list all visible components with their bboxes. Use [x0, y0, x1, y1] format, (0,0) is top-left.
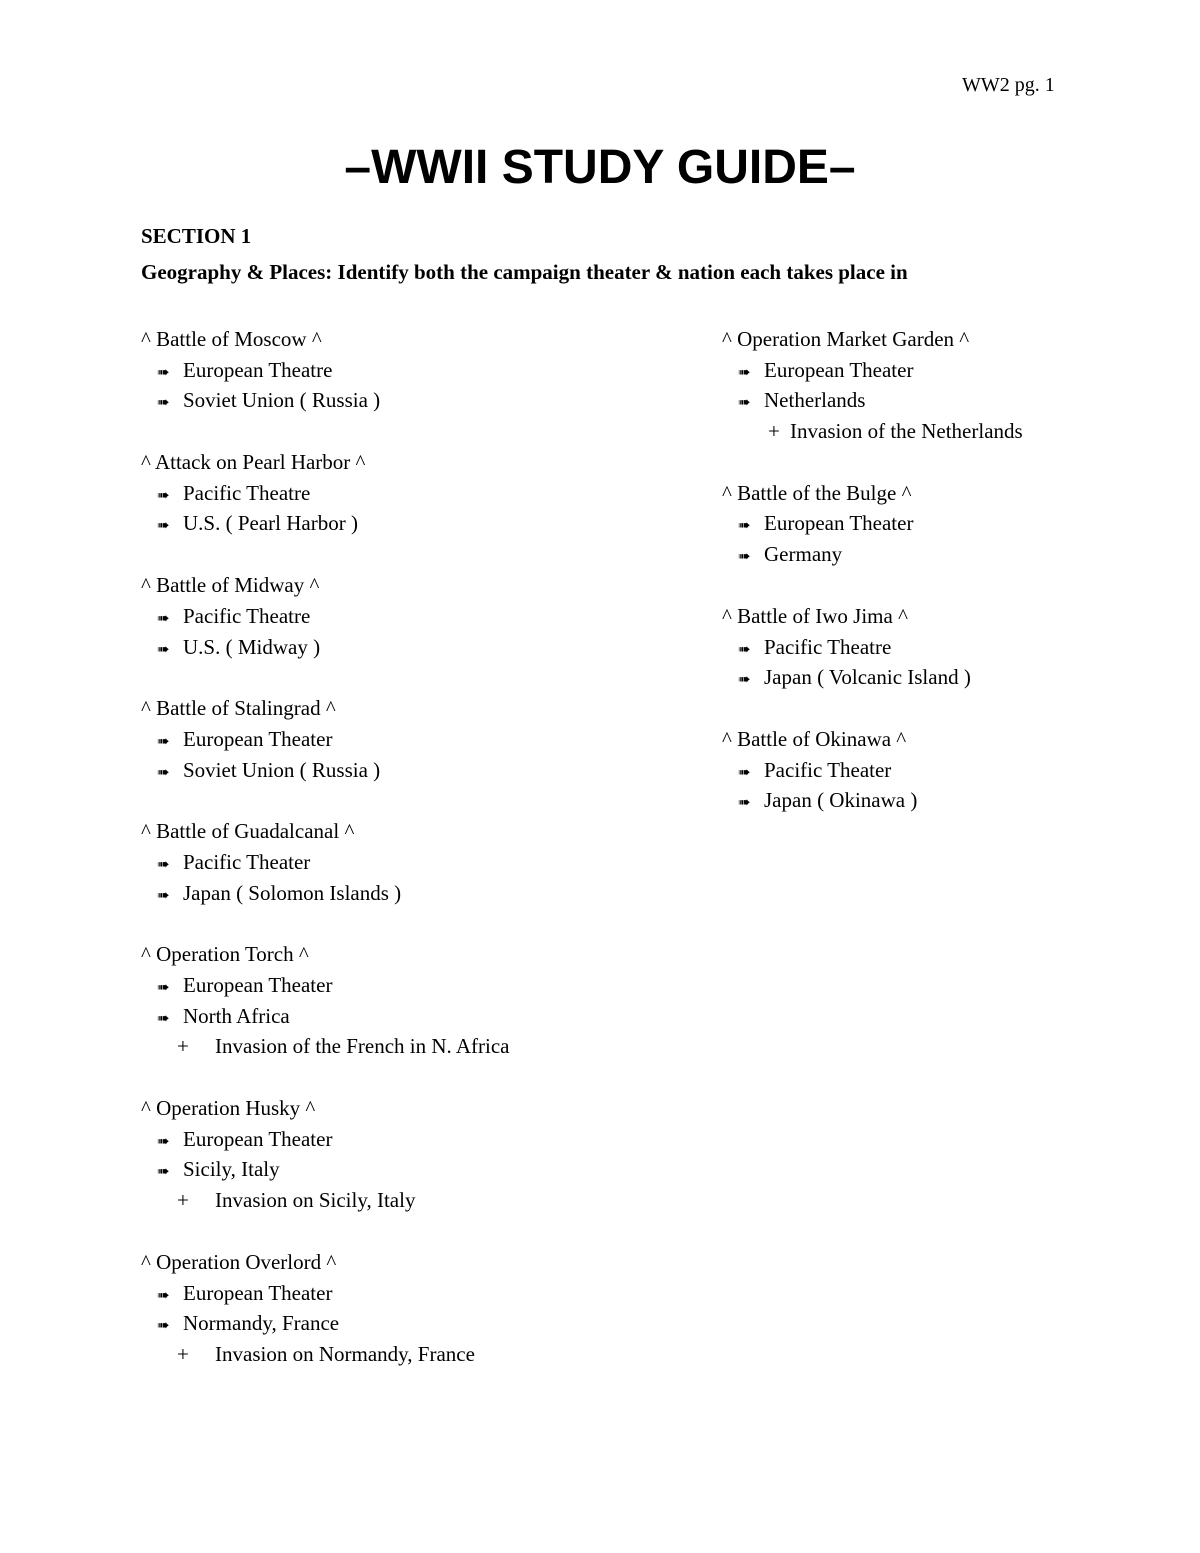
battle-name: ^ Battle of Moscow ^: [141, 327, 322, 351]
arrow-bullet-icon: ➠: [157, 487, 168, 504]
left-column: [141, 324, 510, 1401]
nation-text: Germany: [764, 542, 843, 567]
nation-line: [141, 1154, 510, 1185]
theater-text: European Theater: [183, 1280, 333, 1305]
plus-bullet-icon: +: [177, 1341, 189, 1366]
nation-text: North Africa: [183, 1003, 290, 1028]
theater-line: [141, 1124, 510, 1155]
battle-name: ^ Attack on Pearl Harbor ^: [141, 450, 366, 475]
theater-line: [722, 355, 1023, 386]
nation-text: Japan ( Solomon Islands ): [183, 880, 402, 905]
plus-bullet-icon: +: [177, 1188, 189, 1213]
arrow-bullet-icon: ➠: [157, 764, 168, 781]
theater-text: Pacific Theater: [183, 849, 311, 874]
plus-bullet-icon: +: [768, 419, 780, 444]
nation-text: Soviet Union ( Russia ): [183, 757, 381, 782]
arrow-bullet-icon: ➠: [738, 641, 749, 658]
note-text: Invasion of the Netherlands: [790, 419, 1023, 444]
arrow-bullet-icon: ➠: [157, 856, 168, 873]
nation-text: Japan ( Okinawa ): [764, 788, 918, 813]
arrow-bullet-icon: ➠: [157, 518, 168, 535]
battle-name: ^ Battle of Guadalcanal ^: [141, 819, 355, 844]
arrow-bullet-icon: ➠: [157, 1133, 168, 1150]
nation-line: [722, 662, 1023, 693]
theater-line: [141, 724, 510, 755]
battle-name: ^ Operation Torch ^: [141, 942, 309, 967]
theater-text: Pacific Theatre: [183, 603, 311, 628]
arrow-bullet-icon: ➠: [157, 1287, 168, 1304]
battle-entry: [141, 693, 510, 785]
nation-text: Normandy, France: [183, 1311, 340, 1336]
arrow-bullet-icon: ➠: [738, 395, 749, 412]
arrow-bullet-icon: ➠: [157, 610, 168, 627]
arrow-bullet-icon: ➠: [157, 1164, 168, 1181]
battle-entry: [722, 724, 1023, 816]
theater-line: [722, 755, 1023, 786]
battle-entry: [141, 1247, 510, 1370]
note-text: Invasion on Normandy, France: [215, 1341, 475, 1366]
nation-line: [141, 878, 510, 909]
battle-entry: [722, 478, 1023, 570]
battle-name: ^ Battle of Midway ^: [141, 573, 320, 598]
nation-text: Sicily, Italy: [183, 1157, 280, 1182]
theater-text: European Theatre: [183, 357, 333, 382]
arrow-bullet-icon: ➠: [157, 1010, 168, 1027]
theater-line: [141, 601, 510, 632]
nation-text: Japan ( Volcanic Island ): [764, 665, 971, 690]
nation-line: [141, 385, 510, 416]
nation-text: Netherlands: [764, 388, 866, 413]
battle-name: ^ Operation Overlord ^: [141, 1249, 337, 1274]
arrow-bullet-icon: ➠: [157, 733, 168, 750]
battle-name: ^ Battle of the Bulge ^: [722, 480, 912, 505]
nation-line: [722, 539, 1023, 570]
plus-bullet-icon: +: [177, 1034, 189, 1059]
nation-line: [141, 1001, 510, 1032]
battle-name: ^ Operation Market Garden ^: [722, 327, 970, 351]
note-line: [722, 416, 1023, 447]
battle-entry: [722, 324, 1023, 447]
theater-text: European Theater: [764, 357, 914, 382]
arrow-bullet-icon: ➠: [157, 364, 168, 381]
theater-text: Pacific Theatre: [764, 634, 892, 659]
battle-entry: [141, 447, 510, 539]
theater-line: [722, 632, 1023, 663]
nation-text: Soviet Union ( Russia ): [183, 388, 381, 413]
page-title: –WWII STUDY GUIDE–: [344, 141, 856, 194]
section-instructions: Geography & Places: Identify both the campaign theater & nation each takes place in: [141, 260, 908, 284]
theater-text: European Theater: [764, 511, 914, 536]
battle-entry: [141, 570, 510, 662]
theater-line: [141, 478, 510, 509]
arrow-bullet-icon: ➠: [157, 395, 168, 412]
theater-text: European Theater: [183, 1126, 333, 1151]
theater-text: European Theater: [183, 973, 333, 997]
arrow-bullet-icon: ➠: [738, 672, 749, 689]
note-line: [141, 1185, 510, 1216]
note-text: Invasion on Sicily, Italy: [215, 1188, 416, 1213]
nation-text: U.S. ( Midway ): [183, 634, 321, 659]
battle-name: ^ Battle of Iwo Jima ^: [722, 603, 908, 628]
theater-text: Pacific Theater: [764, 757, 892, 782]
section-heading: SECTION 1: [141, 224, 252, 248]
battle-entry: [141, 816, 510, 908]
arrow-bullet-icon: ➠: [738, 518, 749, 535]
nation-line: [141, 1308, 510, 1339]
arrow-bullet-icon: ➠: [738, 549, 749, 566]
battle-name: ^ Operation Husky ^: [141, 1096, 316, 1121]
nation-line: [722, 385, 1023, 416]
theater-line: [141, 355, 510, 386]
theater-line: [141, 847, 510, 878]
battle-name: ^ Battle of Stalingrad ^: [141, 696, 336, 721]
nation-line: [141, 755, 510, 786]
note-line: [141, 1031, 510, 1062]
theater-text: Pacific Theatre: [183, 480, 311, 505]
arrow-bullet-icon: ➠: [738, 364, 749, 381]
page-number: WW2 pg. 1: [962, 74, 1055, 96]
nation-line: [722, 785, 1023, 816]
arrow-bullet-icon: ➠: [738, 764, 749, 781]
arrow-bullet-icon: ➠: [157, 887, 168, 904]
arrow-bullet-icon: ➠: [157, 1318, 168, 1335]
nation-line: [141, 632, 510, 663]
arrow-bullet-icon: ➠: [157, 641, 168, 658]
nation-line: [141, 508, 510, 539]
theater-line: [722, 508, 1023, 539]
nation-text: U.S. ( Pearl Harbor ): [183, 511, 358, 536]
battle-entry: [141, 1093, 510, 1216]
arrow-bullet-icon: ➠: [738, 795, 749, 812]
arrow-bullet-icon: ➠: [157, 980, 168, 996]
right-column: [722, 324, 1023, 847]
theater-line: [141, 1278, 510, 1309]
note-line: [141, 1339, 510, 1370]
theater-text: European Theater: [183, 726, 333, 751]
battle-name: ^ Battle of Okinawa ^: [722, 726, 907, 751]
note-text: Invasion of the French in N. Africa: [215, 1034, 510, 1059]
battle-entry: [141, 939, 510, 1062]
theater-line: [141, 970, 510, 1001]
battle-entry: [141, 324, 510, 416]
battle-entry: [722, 601, 1023, 693]
